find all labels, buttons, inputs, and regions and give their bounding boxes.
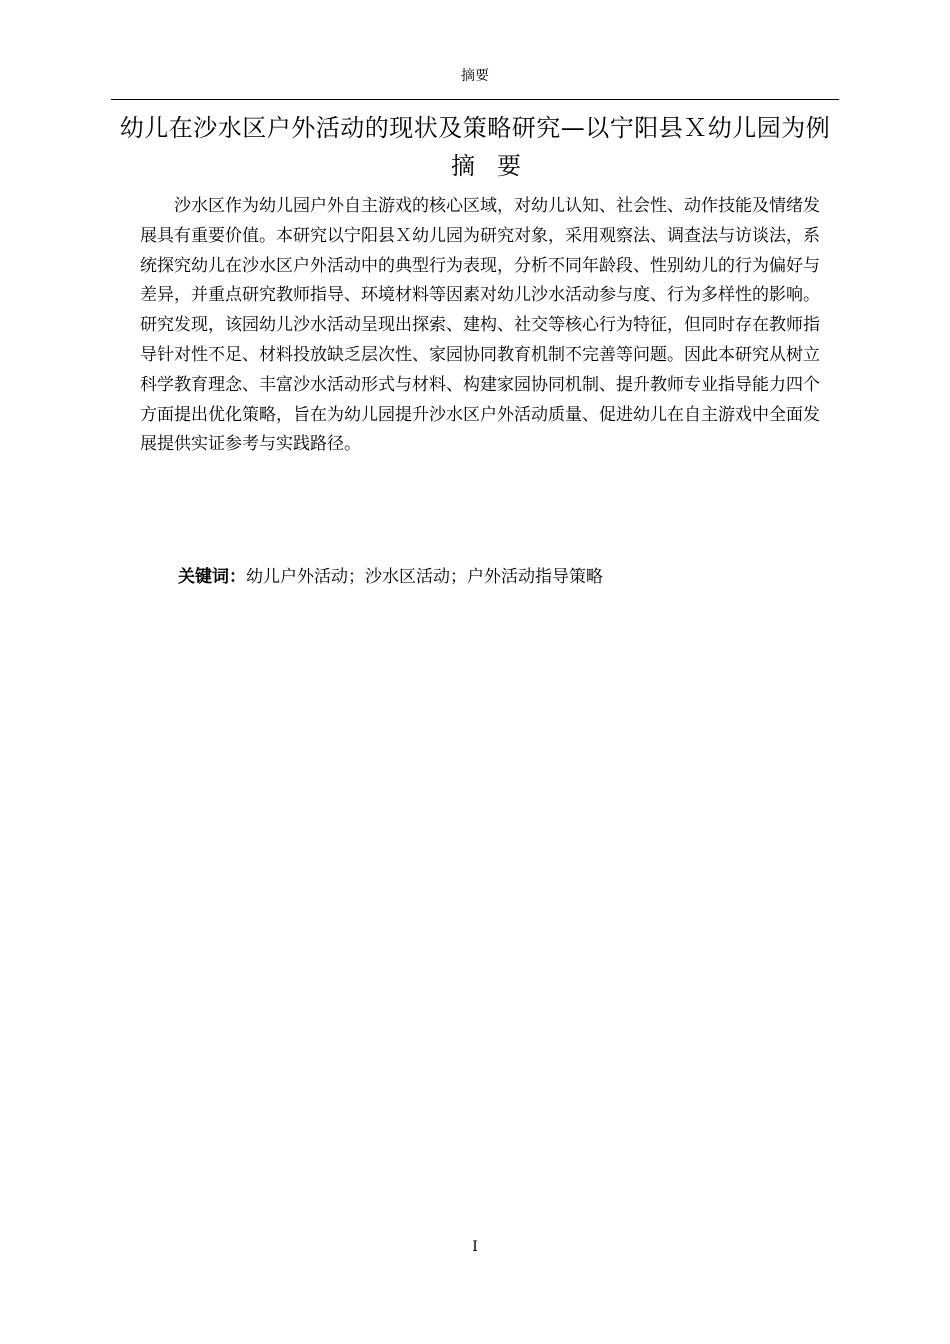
- page-number: I: [472, 1239, 478, 1255]
- keywords-line: [178, 563, 818, 591]
- abstract-body: 沙水区作为幼儿园户外自主游戏的核心区域，对幼儿认知、社会性、动作技能及情绪发展具有重要价值。本研究以宁阳县Ｘ幼儿园为研究对象，采用观察法、调查法与访谈法，系统探究幼儿在沙水区户外活动中的典型行为表现，分析不同年龄段、性别幼儿的行为偏好与差异，并重点研究教师指导、环境材料等因素对幼儿沙水活动参与度、行为多样性的影响。研究发现，该园幼儿沙水活动呈现出探索、建构、社交等核心行为特征，但同时存在教师指导针对性不足、材料投放缺乏层次性、家园协同教育机制不完善等问题。因此本研究从树立科学教育理念、丰富沙水活动形式与材料、构建家园协同机制、提升教师专业指导能力四个方面提出优化策略，旨在为幼儿园提升沙水区户外活动质量、促进幼儿在自主游戏中全面发展提供实证参考与实践路径。: [140, 196, 820, 455]
- running-header: 摘要: [461, 68, 489, 84]
- document-title: 幼儿在沙水区户外活动的现状及策略研究—以宁阳县Ｘ幼儿园为例: [119, 114, 831, 142]
- header-divider: [111, 99, 839, 100]
- abstract-heading: 摘要: [451, 152, 543, 180]
- keywords-text: 幼儿户外活动；沙水区活动；户外活动指导策略: [246, 567, 603, 587]
- keywords-label: 关键词：: [178, 567, 246, 587]
